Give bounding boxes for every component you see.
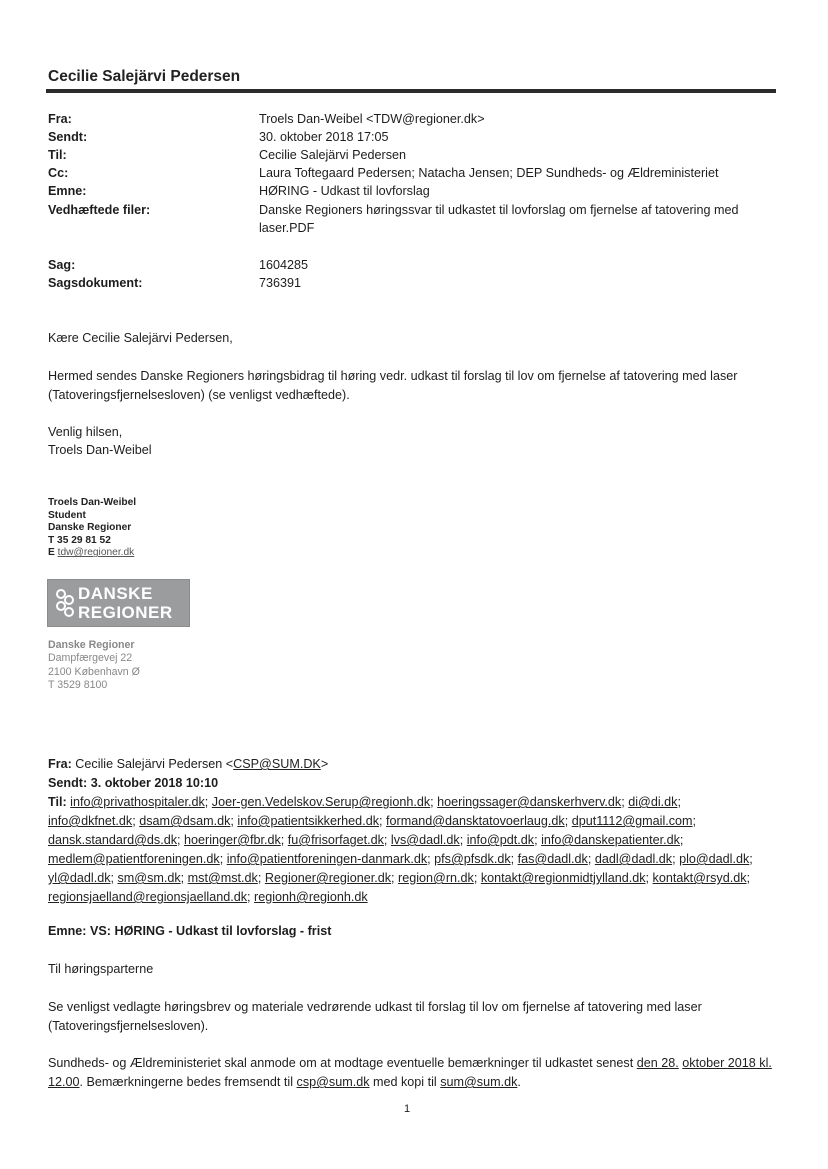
greeting: Kære Cecilie Salejärvi Pedersen, [48, 331, 233, 345]
fwd-sent-value: 3. oktober 2018 10:10 [90, 776, 219, 790]
closing: Venlig hilsen, [48, 425, 123, 439]
title-rule [46, 89, 776, 93]
header-label: Sag: [48, 258, 76, 272]
deadline-copy-email-link[interactable]: sum@sum.dk [440, 1075, 518, 1089]
fwd-salutation: Til høringsparterne [48, 962, 154, 976]
page-number: 1 [404, 1103, 411, 1115]
fwd-from-name: Cecilie Salejärvi Pedersen < [75, 757, 234, 771]
logo-wordmark [78, 584, 173, 622]
signature-block [48, 497, 136, 560]
logo-line-1: DANSKE [78, 584, 153, 603]
danske-regioner-logo [47, 579, 190, 627]
fwd-recipient-email-link[interactable]: regionh@regionh.dk [254, 890, 368, 904]
fwd-to [48, 793, 768, 907]
header-value: 1604285 [259, 258, 309, 272]
fwd-to-label: Til: [48, 795, 67, 809]
deadline-text: Sundheds- og Ældreministeriet skal anmode om at modtage eventuelle bemærkninger til udkastet senest [48, 1056, 637, 1070]
fwd-recipient-email-link[interactable]: lvs@dadl.dk [390, 833, 460, 847]
fwd-subject-label: Emne: [48, 924, 87, 938]
attachment-name[interactable]: Danske Regioners høringssvar til udkastet til lovforslag om fjernelse af tatovering med laser.PDF [259, 203, 739, 235]
fwd-recipient-email-link[interactable]: hoeringer@fbr.dk [184, 833, 281, 847]
logo-circles-icon [54, 588, 76, 618]
header-label: Sagsdokument: [48, 276, 143, 290]
signature-name: Troels Dan-Weibel [48, 497, 137, 508]
fwd-recipient-email-link[interactable]: region@rn.dk [398, 871, 474, 885]
fwd-recipient-email-link[interactable]: regionsjaelland@regionsjaelland.dk [48, 890, 248, 904]
header-label: Emne: [48, 184, 87, 198]
header-value: Laura Toftegaard Pedersen; Natacha Jensen; DEP Sundheds- og Ældreministeriet [259, 166, 719, 180]
fwd-sent [48, 774, 783, 793]
document-owner-name: Cecilie Salejärvi Pedersen [48, 68, 241, 85]
fwd-from-label: Fra: [48, 757, 72, 771]
header-value: 736391 [259, 276, 302, 290]
header-value: Troels Dan-Weibel <TDW@regioner.dk> [259, 112, 485, 126]
fwd-recipient-email-link[interactable]: formand@dansktatovoerlaug.dk [386, 814, 565, 828]
fwd-recipient-email-link[interactable]: dansk.standard@ds.dk [48, 833, 177, 847]
fwd-recipient-email-link[interactable]: medlem@patientforeningen.dk [48, 852, 220, 866]
fwd-recipient-email-link[interactable]: fas@dadl.dk [517, 852, 588, 866]
signature-title: Student [48, 509, 86, 521]
address-org: Danske Regioner [48, 639, 135, 651]
fwd-recipient-email-link[interactable]: dsam@dsam.dk [139, 814, 231, 828]
header-label: Sendt: [48, 130, 88, 144]
fwd-recipient-email-link[interactable]: info@privathospitaler.dk [70, 795, 205, 809]
fwd-recipient-email-link[interactable]: Joer-gen.Vedelskov.Serup@regionh.dk [211, 795, 431, 809]
fwd-recipient-email-link[interactable]: dput1112@gmail.com [571, 814, 693, 828]
deadline-text-mid: . Bemærkningerne bedes fremsendt til [79, 1075, 297, 1089]
signature-email-line [48, 547, 136, 560]
fwd-recipient-email-link[interactable]: fu@frisorfaget.dk [287, 833, 384, 847]
header-label: Fra: [48, 112, 72, 126]
closing-name: Troels Dan-Weibel [48, 443, 152, 457]
fwd-recipient-email-link[interactable]: dadl@dadl.dk [594, 852, 673, 866]
deadline-email-link[interactable]: csp@sum.dk [296, 1075, 370, 1089]
fwd-paragraph: Se venligst vedlagte høringsbrev og materiale vedrørende udkast til forslag til lov om fjernelse af tatovering med laser (Tatoveringsfjernelsesloven). [48, 1000, 702, 1033]
header-value: 30. oktober 2018 17:05 [259, 130, 389, 144]
fwd-recipient-email-link[interactable]: yl@dadl.dk [48, 871, 111, 885]
fwd-subject [48, 922, 783, 941]
fwd-recipient-email-link[interactable]: info@dkfnet.dk [48, 814, 133, 828]
fwd-recipient-email-link[interactable]: Regioner@regioner.dk [264, 871, 392, 885]
fwd-recipient-email-link[interactable]: di@di.dk [628, 795, 678, 809]
message-paragraph: Hermed sendes Danske Regioners høringsbidrag til høring vedr. udkast til forslag til lov om fjernelse af tatovering med laser (Tatoveringsfjernelsesloven) (se venligst vedhæftede). [48, 369, 738, 402]
signature-email-link[interactable]: tdw@regioner.dk [57, 547, 135, 559]
header-label: Cc: [48, 166, 69, 180]
fwd-from [48, 755, 783, 774]
header-label: Vedhæftede filer: [48, 203, 151, 217]
email-prefix: E [48, 547, 55, 559]
fwd-from-email-link[interactable]: CSP@SUM.DK [233, 757, 321, 771]
deadline-date-cont: oktober 2018 kl. 12.00 [48, 1056, 772, 1089]
fwd-recipient-email-link[interactable]: mst@mst.dk [187, 871, 258, 885]
organisation-address [48, 639, 140, 693]
signature-org: Danske Regioner [48, 522, 132, 534]
fwd-recipient-email-link[interactable]: sm@sm.dk [117, 871, 181, 885]
fwd-recipient-email-link[interactable]: info@patientsikkerhed.dk [237, 814, 379, 828]
fwd-recipient-email-link[interactable]: info@patientforeningen-danmark.dk [226, 852, 428, 866]
fwd-recipient-email-link[interactable]: kontakt@rsyd.dk [652, 871, 747, 885]
fwd-recipient-email-link[interactable]: pfs@pfsdk.dk [434, 852, 511, 866]
fwd-deadline-paragraph [48, 1054, 778, 1092]
address-phone: T 3529 8100 [48, 679, 108, 692]
deadline-text-mid2: med kopi til [369, 1075, 441, 1089]
header-value: Cecilie Salejärvi Pedersen [259, 148, 406, 162]
address-city: 2100 København Ø [48, 665, 140, 678]
fwd-subject-value: VS: HØRING - Udkast til lovforslag - frist [90, 924, 332, 938]
fwd-recipient-email-link[interactable]: info@danskepatienter.dk [541, 833, 680, 847]
header-value: HØRING - Udkast til lovforslag [259, 184, 430, 198]
signature-phone: T 35 29 81 52 [48, 534, 111, 546]
fwd-sent-label: Sendt: [48, 776, 88, 790]
fwd-recipient-email-link[interactable]: info@pdt.dk [466, 833, 535, 847]
fwd-from-end: > [320, 757, 329, 771]
fwd-recipient-list: info@privathospitaler.dk; Joer-gen.Vedelskov.Serup@regionh.dk; hoeringssager@danskerhverv.dk; di@di.dk; info@dkfnet.dk; dsam@dsam.dk; info@patientsikkerhed.dk; formand@dansktatovoerlaug.dk; dput1112@gmail.com; dansk.standard@ds.dk; hoeringer@fbr.dk; fu@frisorfaget.dk; lvs@dadl.dk; info@pdt.dk; info@danskepatienter.dk; medlem@patientforeningen.dk; info@patientforeningen-danmark.dk; pfs@pfsdk.dk; fas@dadl.dk; dadl@dadl.dk; plo@dadl.dk; yl@dadl.dk; sm@sm.dk; mst@mst.dk; Regioner@regioner.dk; region@rn.dk; kontakt@regionmidtjylland.dk; kontakt@rsyd.dk; regionsjaelland@regionsjaelland.dk; regionh@regionh.dk [48, 795, 753, 904]
address-street: Dampfærgevej 22 [48, 652, 133, 665]
fwd-recipient-email-link[interactable]: plo@dadl.dk [679, 852, 750, 866]
logo-line-2: REGIONER [78, 603, 173, 622]
deadline-date: den 28. [636, 1056, 679, 1070]
header-label: Til: [48, 148, 67, 162]
deadline-text-end: . [517, 1075, 521, 1089]
fwd-recipient-email-link[interactable]: hoeringssager@danskerhverv.dk [437, 795, 622, 809]
fwd-recipient-email-link[interactable]: kontakt@regionmidtjylland.dk [480, 871, 646, 885]
